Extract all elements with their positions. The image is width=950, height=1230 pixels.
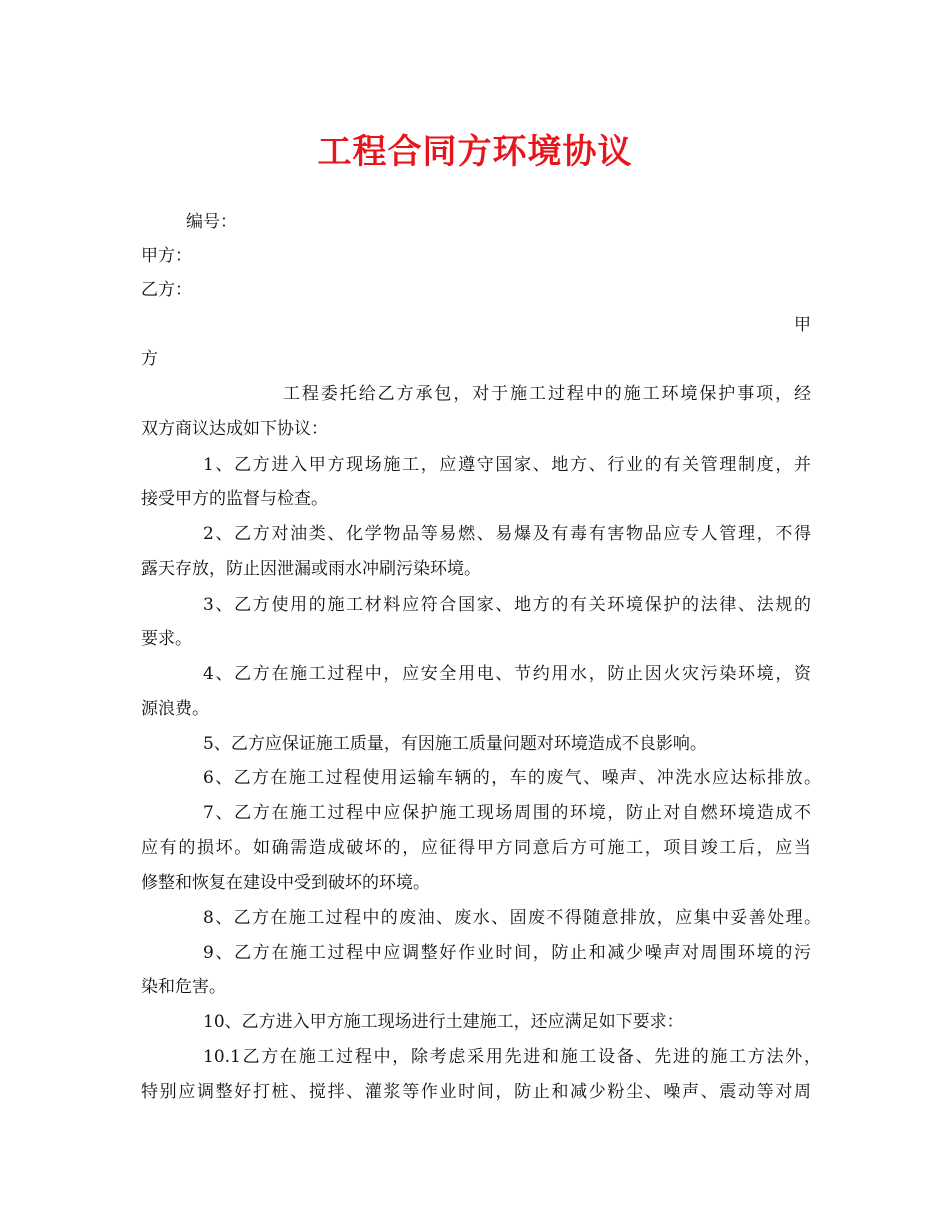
clause-9: 9、乙方在施工过程中应调整好作业时间，防止和减少噪声对周围环境的污 (203, 943, 811, 963)
clause-7-cont: 应有的损坏。如确需造成破坏的，应征得甲方同意后方可施工，项目竣工后，应当 (141, 838, 811, 858)
body-line: 工程委托给乙方承包，对于施工过程中的施工环境保护事项，经 (283, 384, 811, 404)
body-line: 双方商议达成如下协议： (141, 419, 328, 439)
number-field: 编号： (186, 212, 237, 232)
clause-9-cont: 染和危害。 (141, 977, 226, 997)
clause-1: 1、乙方进入甲方现场施工，应遵守国家、地方、行业的有关管理制度，并 (203, 455, 811, 475)
clause-8: 8、乙方在施工过程中的废油、废水、固废不得随意排放，应集中妥善处理。 (203, 908, 821, 928)
clause-10-1-cont: 特别应调整好打桩、搅拌、灌浆等作业时间，防止和减少粉尘、噪声、震动等对周 (141, 1082, 811, 1102)
body-line: 甲 (794, 315, 811, 335)
clause-10-1: 10.1乙方在施工过程中，除考虑采用先进和施工设备、先进的施工方法外， (203, 1047, 821, 1067)
clause-4-cont: 源浪费。 (141, 699, 209, 719)
clause-2-cont: 露天存放，防止因泄漏或雨水冲刷污染环境。 (141, 559, 481, 579)
clause-1-cont: 接受甲方的监督与检查。 (141, 489, 328, 509)
party-a-field: 甲方： (141, 246, 192, 266)
clause-7-cont: 修整和恢复在建设中受到破坏的环境。 (141, 873, 430, 893)
clause-6: 6、乙方在施工过程使用运输车辆的，车的废气、噪声、冲洗水应达标排放。 (203, 768, 821, 788)
document-title: 工程合同方环境协议 (317, 132, 633, 172)
party-b-field: 乙方： (141, 280, 192, 300)
clause-3: 3、乙方使用的施工材料应符合国家、地方的有关环境保护的法律、法规的 (203, 595, 811, 615)
clause-7: 7、乙方在施工过程中应保护施工现场周围的环境，防止对自燃环境造成不 (203, 803, 811, 823)
clause-4: 4、乙方在施工过程中，应安全用电、节约用水，防止因火灾污染环境，资 (203, 664, 811, 684)
clause-3-cont: 要求。 (141, 629, 192, 649)
clause-5: 5、乙方应保证施工质量，有因施工质量问题对环境造成不良影响。 (203, 734, 707, 754)
clause-2: 2、乙方对油类、化学物品等易燃、易爆及有毒有害物品应专人管理，不得 (203, 524, 811, 544)
clause-10: 10、乙方进入甲方施工现场进行土建施工，还应满足如下要求： (203, 1012, 684, 1032)
body-line: 方 (141, 349, 158, 369)
